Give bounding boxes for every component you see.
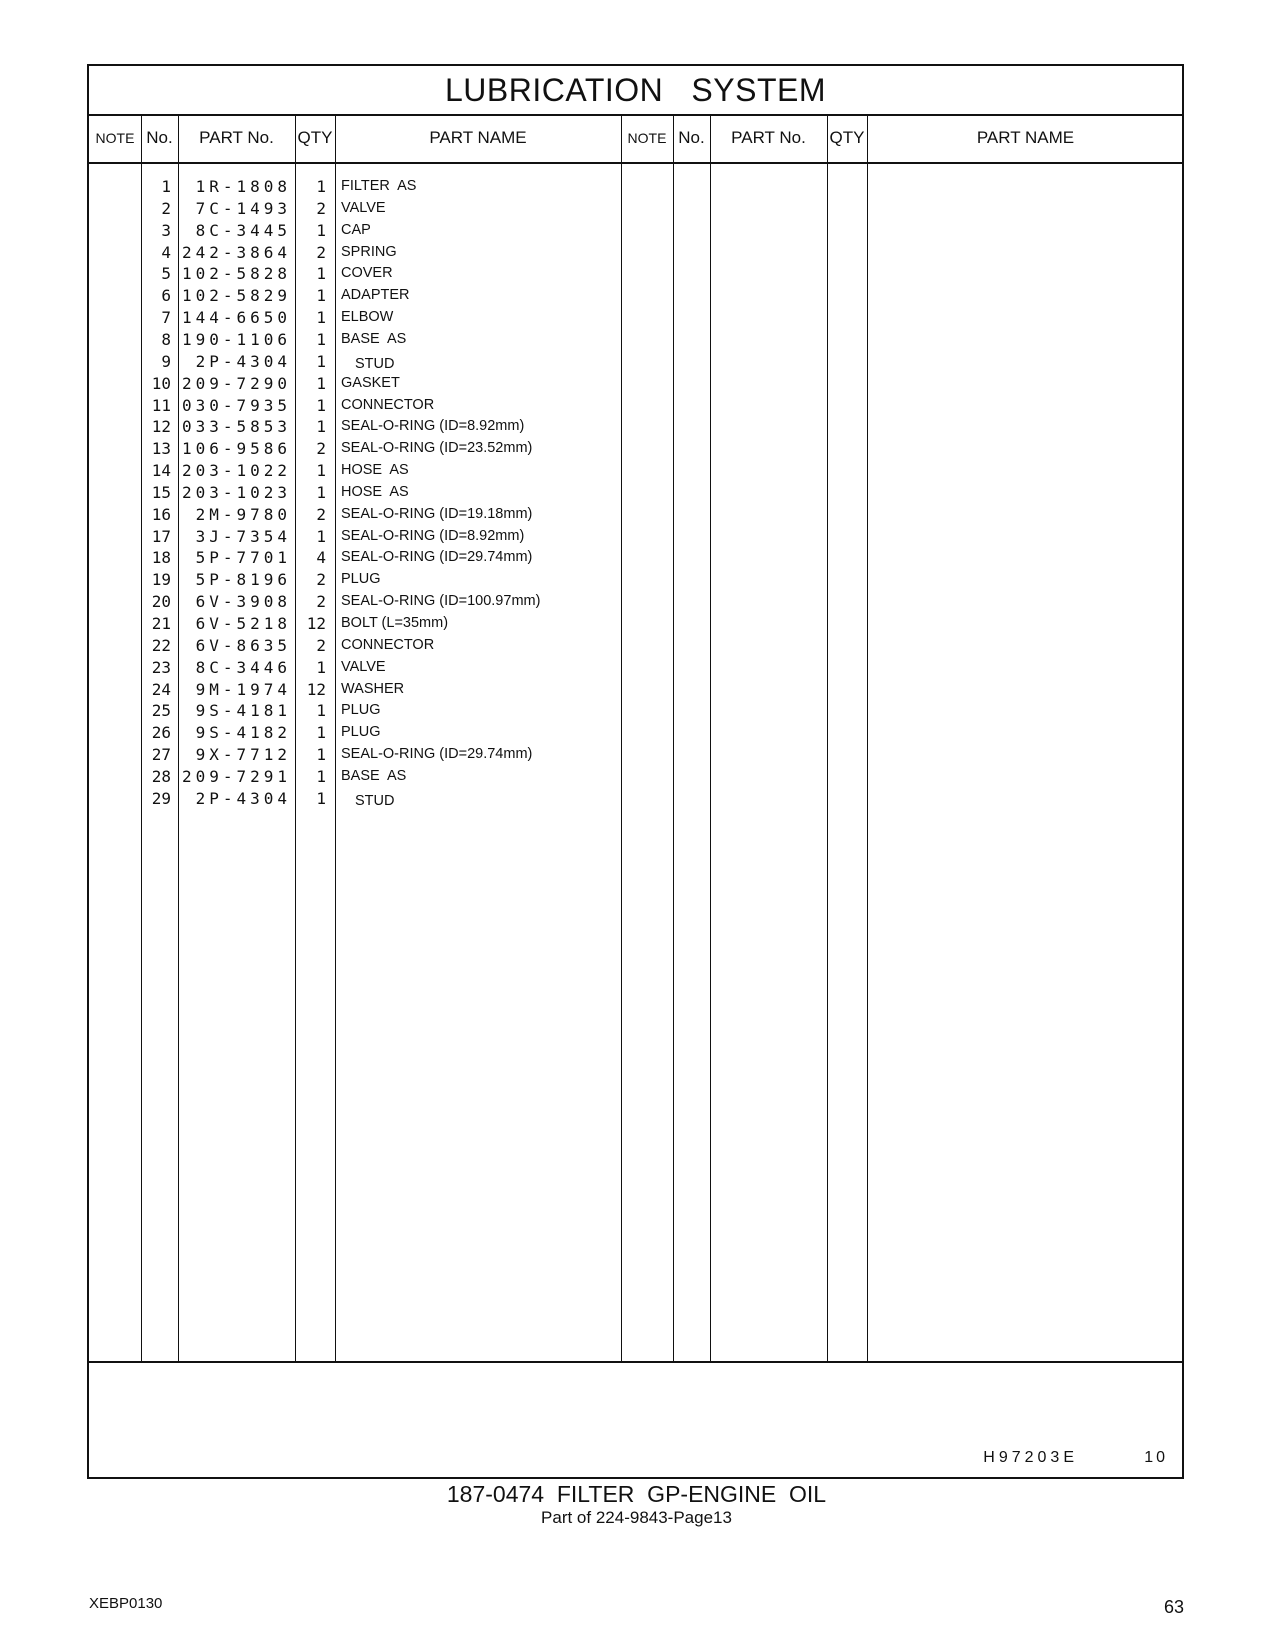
part-number: 7C-1493 <box>195 198 291 218</box>
part-number: 5P-7701 <box>195 548 291 568</box>
part-number: 5P-8196 <box>195 570 291 590</box>
table-row <box>89 766 629 788</box>
part-name: HOSE AS <box>341 483 409 500</box>
item-number: 5 <box>161 264 171 284</box>
table-row <box>89 788 629 810</box>
part-name: SEAL-O-RING (ID=29.74mm) <box>341 746 533 763</box>
quantity: 2 <box>316 439 326 459</box>
part-name: CAP <box>341 221 371 238</box>
quantity: 1 <box>316 701 326 721</box>
part-name: SEAL-O-RING (ID=19.18mm) <box>341 505 533 522</box>
part-number: 1R-1808 <box>195 177 291 196</box>
header-part-no-left: PART No. <box>199 128 274 147</box>
part-name: BASE AS <box>341 767 407 784</box>
table-row <box>89 220 629 242</box>
item-number: 3 <box>161 220 171 240</box>
part-name: BASE AS <box>341 330 407 347</box>
part-number: 6V-5218 <box>195 614 291 633</box>
table-row <box>89 591 629 613</box>
quantity: 1 <box>316 177 326 196</box>
part-number: 8C-3445 <box>195 220 291 240</box>
quantity: 1 <box>316 351 326 371</box>
item-number: 22 <box>151 635 171 655</box>
table-row <box>89 395 629 417</box>
header-part-name-left: PART NAME <box>429 128 527 147</box>
illustration-code: H97203E <box>983 1449 1078 1466</box>
item-number: 15 <box>151 482 171 502</box>
part-number: 6V-8635 <box>195 635 291 655</box>
item-number: 21 <box>151 614 171 633</box>
quantity: 2 <box>316 198 326 218</box>
part-name: VALVE <box>341 658 386 675</box>
table-row <box>89 307 629 329</box>
part-number: 203-1023 <box>181 482 291 502</box>
table-row <box>89 242 629 264</box>
table-row <box>89 482 629 504</box>
part-name: SEAL-O-RING (ID=23.52mm) <box>341 440 533 457</box>
quantity: 1 <box>316 461 326 481</box>
part-name: BOLT (L=35mm) <box>341 615 449 631</box>
part-number: 106-9586 <box>181 439 291 459</box>
table-row <box>89 657 629 679</box>
section-title: LUBRICATION SYSTEM <box>89 66 1182 116</box>
quantity: 1 <box>316 373 326 393</box>
part-name: PLUG <box>341 702 381 719</box>
item-number: 8 <box>161 329 171 349</box>
header-part-name-right: PART NAME <box>976 128 1075 147</box>
part-number: 9X-7712 <box>195 745 291 765</box>
item-number: 1 <box>161 177 171 196</box>
table-row <box>89 329 629 351</box>
item-number: 28 <box>151 766 171 786</box>
quantity: 1 <box>316 220 326 240</box>
part-name: SEAL-O-RING (ID=8.92mm) <box>341 527 525 544</box>
part-number: 3J-7354 <box>195 526 291 546</box>
item-number: 2 <box>161 198 171 218</box>
quantity: 12 <box>306 679 326 699</box>
part-number: 2M-9780 <box>195 504 291 524</box>
header-note-left: NOTE <box>95 130 135 146</box>
part-number: 9S-4182 <box>195 723 291 743</box>
item-number: 13 <box>151 439 171 459</box>
illustration-reference-box <box>89 1361 1182 1479</box>
quantity: 1 <box>316 745 326 765</box>
part-number: 102-5828 <box>181 264 291 284</box>
part-name: FILTER AS <box>341 178 417 194</box>
quantity: 1 <box>316 286 326 306</box>
header-qty-right: QTY <box>829 128 865 147</box>
part-name: CONNECTOR <box>341 396 435 413</box>
table-row <box>89 700 629 722</box>
quantity: 1 <box>316 482 326 502</box>
table-row <box>89 504 629 526</box>
item-number: 6 <box>161 286 171 306</box>
illustration-number: 10 <box>1144 1449 1168 1466</box>
item-number: 23 <box>151 657 171 677</box>
item-number: 19 <box>151 570 171 590</box>
table-row <box>89 679 629 701</box>
quantity: 1 <box>316 395 326 415</box>
header-no-left: No. <box>146 128 173 147</box>
quantity: 1 <box>316 417 326 437</box>
item-number: 7 <box>161 308 171 328</box>
part-name: WASHER <box>341 680 405 697</box>
part-number: 190-1106 <box>181 329 291 349</box>
part-name: STUD <box>355 792 395 809</box>
table-row <box>89 526 629 548</box>
part-name: CONNECTOR <box>341 636 435 653</box>
part-name: ELBOW <box>341 309 394 326</box>
parts-table <box>87 64 1184 1479</box>
item-number: 16 <box>151 504 171 524</box>
item-number: 9 <box>161 351 171 371</box>
table-row <box>89 263 629 285</box>
part-number: 9S-4181 <box>195 701 291 721</box>
quantity: 1 <box>316 329 326 349</box>
quantity: 4 <box>316 548 326 568</box>
page-number: 63 <box>1163 1597 1184 1617</box>
item-number: 18 <box>151 548 171 568</box>
part-name: ADAPTER <box>341 287 410 304</box>
header-qty-left: QTY <box>297 128 333 147</box>
group-subtitle: Part of 224-9843-Page13 <box>541 1508 732 1527</box>
table-row <box>89 613 629 635</box>
part-name: SEAL-O-RING (ID=100.97mm) <box>341 593 541 610</box>
quantity: 2 <box>316 242 326 262</box>
item-number: 12 <box>151 417 171 437</box>
quantity: 2 <box>316 570 326 590</box>
part-number: 2P-4304 <box>195 351 291 371</box>
part-name: SEAL-O-RING (ID=8.92mm) <box>341 418 525 435</box>
item-number: 29 <box>151 788 171 808</box>
quantity: 2 <box>316 504 326 524</box>
table-row <box>89 198 629 220</box>
item-number: 4 <box>161 242 171 262</box>
part-number: 203-1022 <box>181 461 291 481</box>
table-row <box>89 460 629 482</box>
table-row <box>89 722 629 744</box>
group-title: 187-0474 FILTER GP-ENGINE OIL <box>446 1481 827 1507</box>
part-number: 242-3864 <box>181 242 291 262</box>
quantity: 1 <box>316 766 326 786</box>
part-name: STUD <box>355 355 395 372</box>
table-row <box>89 569 629 591</box>
part-name: COVER <box>341 265 393 282</box>
item-number: 14 <box>151 461 171 481</box>
table-row <box>89 351 629 373</box>
header-note-right: NOTE <box>627 130 667 146</box>
table-body <box>89 164 1182 1361</box>
table-row <box>89 373 629 395</box>
part-name: PLUG <box>341 571 381 588</box>
quantity: 1 <box>316 264 326 284</box>
item-number: 11 <box>151 395 171 415</box>
part-number: 030-7935 <box>181 395 291 415</box>
part-name: SPRING <box>341 243 397 260</box>
table-row <box>89 416 629 438</box>
item-number: 10 <box>151 373 171 393</box>
item-number: 26 <box>151 723 171 743</box>
table-row <box>89 176 629 198</box>
table-row <box>89 438 629 460</box>
quantity: 1 <box>316 723 326 743</box>
part-name: HOSE AS <box>341 462 409 479</box>
part-number: 6V-3908 <box>195 592 291 612</box>
part-name: GASKET <box>341 374 400 391</box>
item-number: 24 <box>151 679 171 699</box>
header-no-right: No. <box>678 128 705 147</box>
part-number: 209-7290 <box>181 373 291 393</box>
part-number: 9M-1974 <box>195 679 291 699</box>
quantity: 1 <box>316 788 326 808</box>
item-number: 25 <box>151 701 171 721</box>
item-number: 17 <box>151 526 171 546</box>
header-part-no-right: PART No. <box>731 128 806 147</box>
quantity: 1 <box>316 308 326 328</box>
item-number: 27 <box>151 745 171 765</box>
quantity: 2 <box>316 592 326 612</box>
part-number: 102-5829 <box>181 286 291 306</box>
table-row <box>89 547 629 569</box>
part-number: 144-6650 <box>181 308 291 328</box>
part-number: 8C-3446 <box>195 657 291 677</box>
part-number: 209-7291 <box>181 766 291 786</box>
table-row <box>89 744 629 766</box>
part-name: PLUG <box>341 724 381 741</box>
document-code: XEBP0130 <box>89 1595 163 1612</box>
table-header <box>89 114 1182 164</box>
table-row <box>89 285 629 307</box>
quantity: 2 <box>316 635 326 655</box>
table-row <box>89 635 629 657</box>
part-number: 033-5853 <box>181 417 291 437</box>
part-name: VALVE <box>341 199 386 216</box>
part-number: 2P-4304 <box>195 788 291 808</box>
quantity: 1 <box>316 657 326 677</box>
quantity: 1 <box>316 526 326 546</box>
item-number: 20 <box>151 592 171 612</box>
part-name: SEAL-O-RING (ID=29.74mm) <box>341 549 533 566</box>
quantity: 12 <box>306 614 326 633</box>
